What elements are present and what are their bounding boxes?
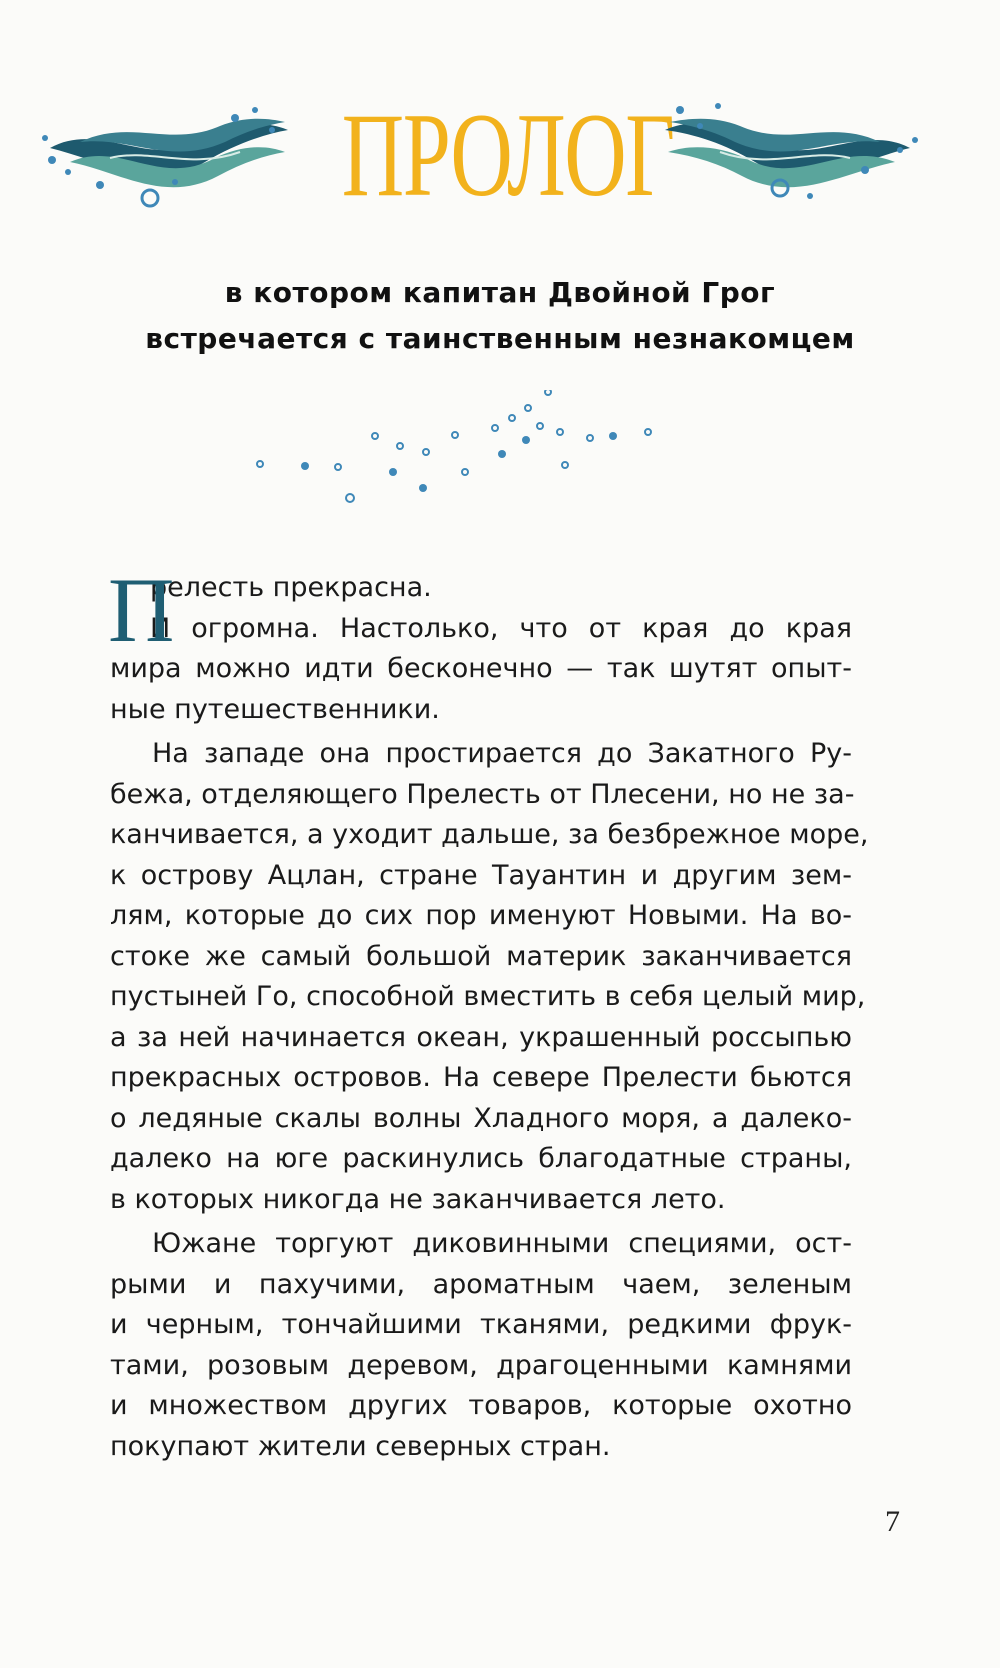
- subtitle-line: в котором капитан Двойной Грог: [224, 276, 776, 309]
- drop-cap-letter: П: [108, 559, 175, 661]
- text-line: пустыней Го, способной вместить в себя целый мир,: [110, 981, 866, 1012]
- text-line: Южане торгуют диковинными специями, ост-: [152, 1228, 852, 1259]
- page-number: 7: [885, 1505, 900, 1538]
- paragraph-1: [108, 559, 852, 730]
- text-line: ные путешественники.: [110, 693, 440, 725]
- text-line: к острову Ацлан, стране Тауантин и другим зем-: [110, 859, 852, 891]
- bubble-dots-ornament-icon: [230, 390, 710, 510]
- text-line: стоке же самый большой материк заканчивается: [110, 940, 852, 972]
- chapter-subtitle: [100, 270, 900, 362]
- wave-ornament-left-icon: [40, 100, 290, 210]
- text-line: лям, которые до сих пор именуют Новыми. На во-: [110, 900, 852, 931]
- chapter-title: ПРОЛОГ: [341, 88, 674, 221]
- prologue-text: [108, 559, 869, 1467]
- text-line: И огромна. Настолько, что от края до края: [150, 612, 852, 644]
- text-line: канчивается, а уходит дальше, за безбрежное море,: [110, 819, 869, 850]
- text-line: тами, розовым деревом, драгоценными камнями: [110, 1349, 852, 1381]
- text-line: бежа, отделяющего Прелесть от Плесени, но не за-: [110, 778, 855, 810]
- text-line: далеко на юге раскинулись благодатные страны,: [110, 1143, 852, 1174]
- subtitle-line: встречается с таинственным незнакомцем: [145, 322, 855, 355]
- text-line: и черным, тончайшими тканями, редкими фрук-: [110, 1309, 852, 1340]
- text-line: На западе она простирается до Закатного Ру-: [152, 738, 852, 769]
- text-line: в которых никогда не заканчивается лето.: [110, 1183, 726, 1215]
- chapter-header: [0, 90, 1000, 220]
- text-line: прекрасных островов. На севере Прелести бьются: [110, 1062, 852, 1093]
- text-line: о ледяные скалы волны Хладного моря, а далеко-: [110, 1102, 852, 1134]
- wave-ornament-right-icon: [660, 100, 920, 210]
- text-line: рыми и пахучими, ароматным чаем, зеленым: [110, 1268, 852, 1300]
- text-line: а за ней начинается океан, украшенный россыпью: [110, 1021, 852, 1053]
- text-line: покупают жители северных стран.: [110, 1430, 611, 1462]
- text-line: мира можно идти бесконечно — так шутят опыт-: [110, 653, 852, 684]
- text-line: релесть прекрасна.: [150, 572, 432, 603]
- paragraph-2: [110, 734, 869, 1220]
- text-line: и множеством других товаров, которые охотно: [110, 1390, 852, 1421]
- paragraph-3: [110, 1224, 852, 1467]
